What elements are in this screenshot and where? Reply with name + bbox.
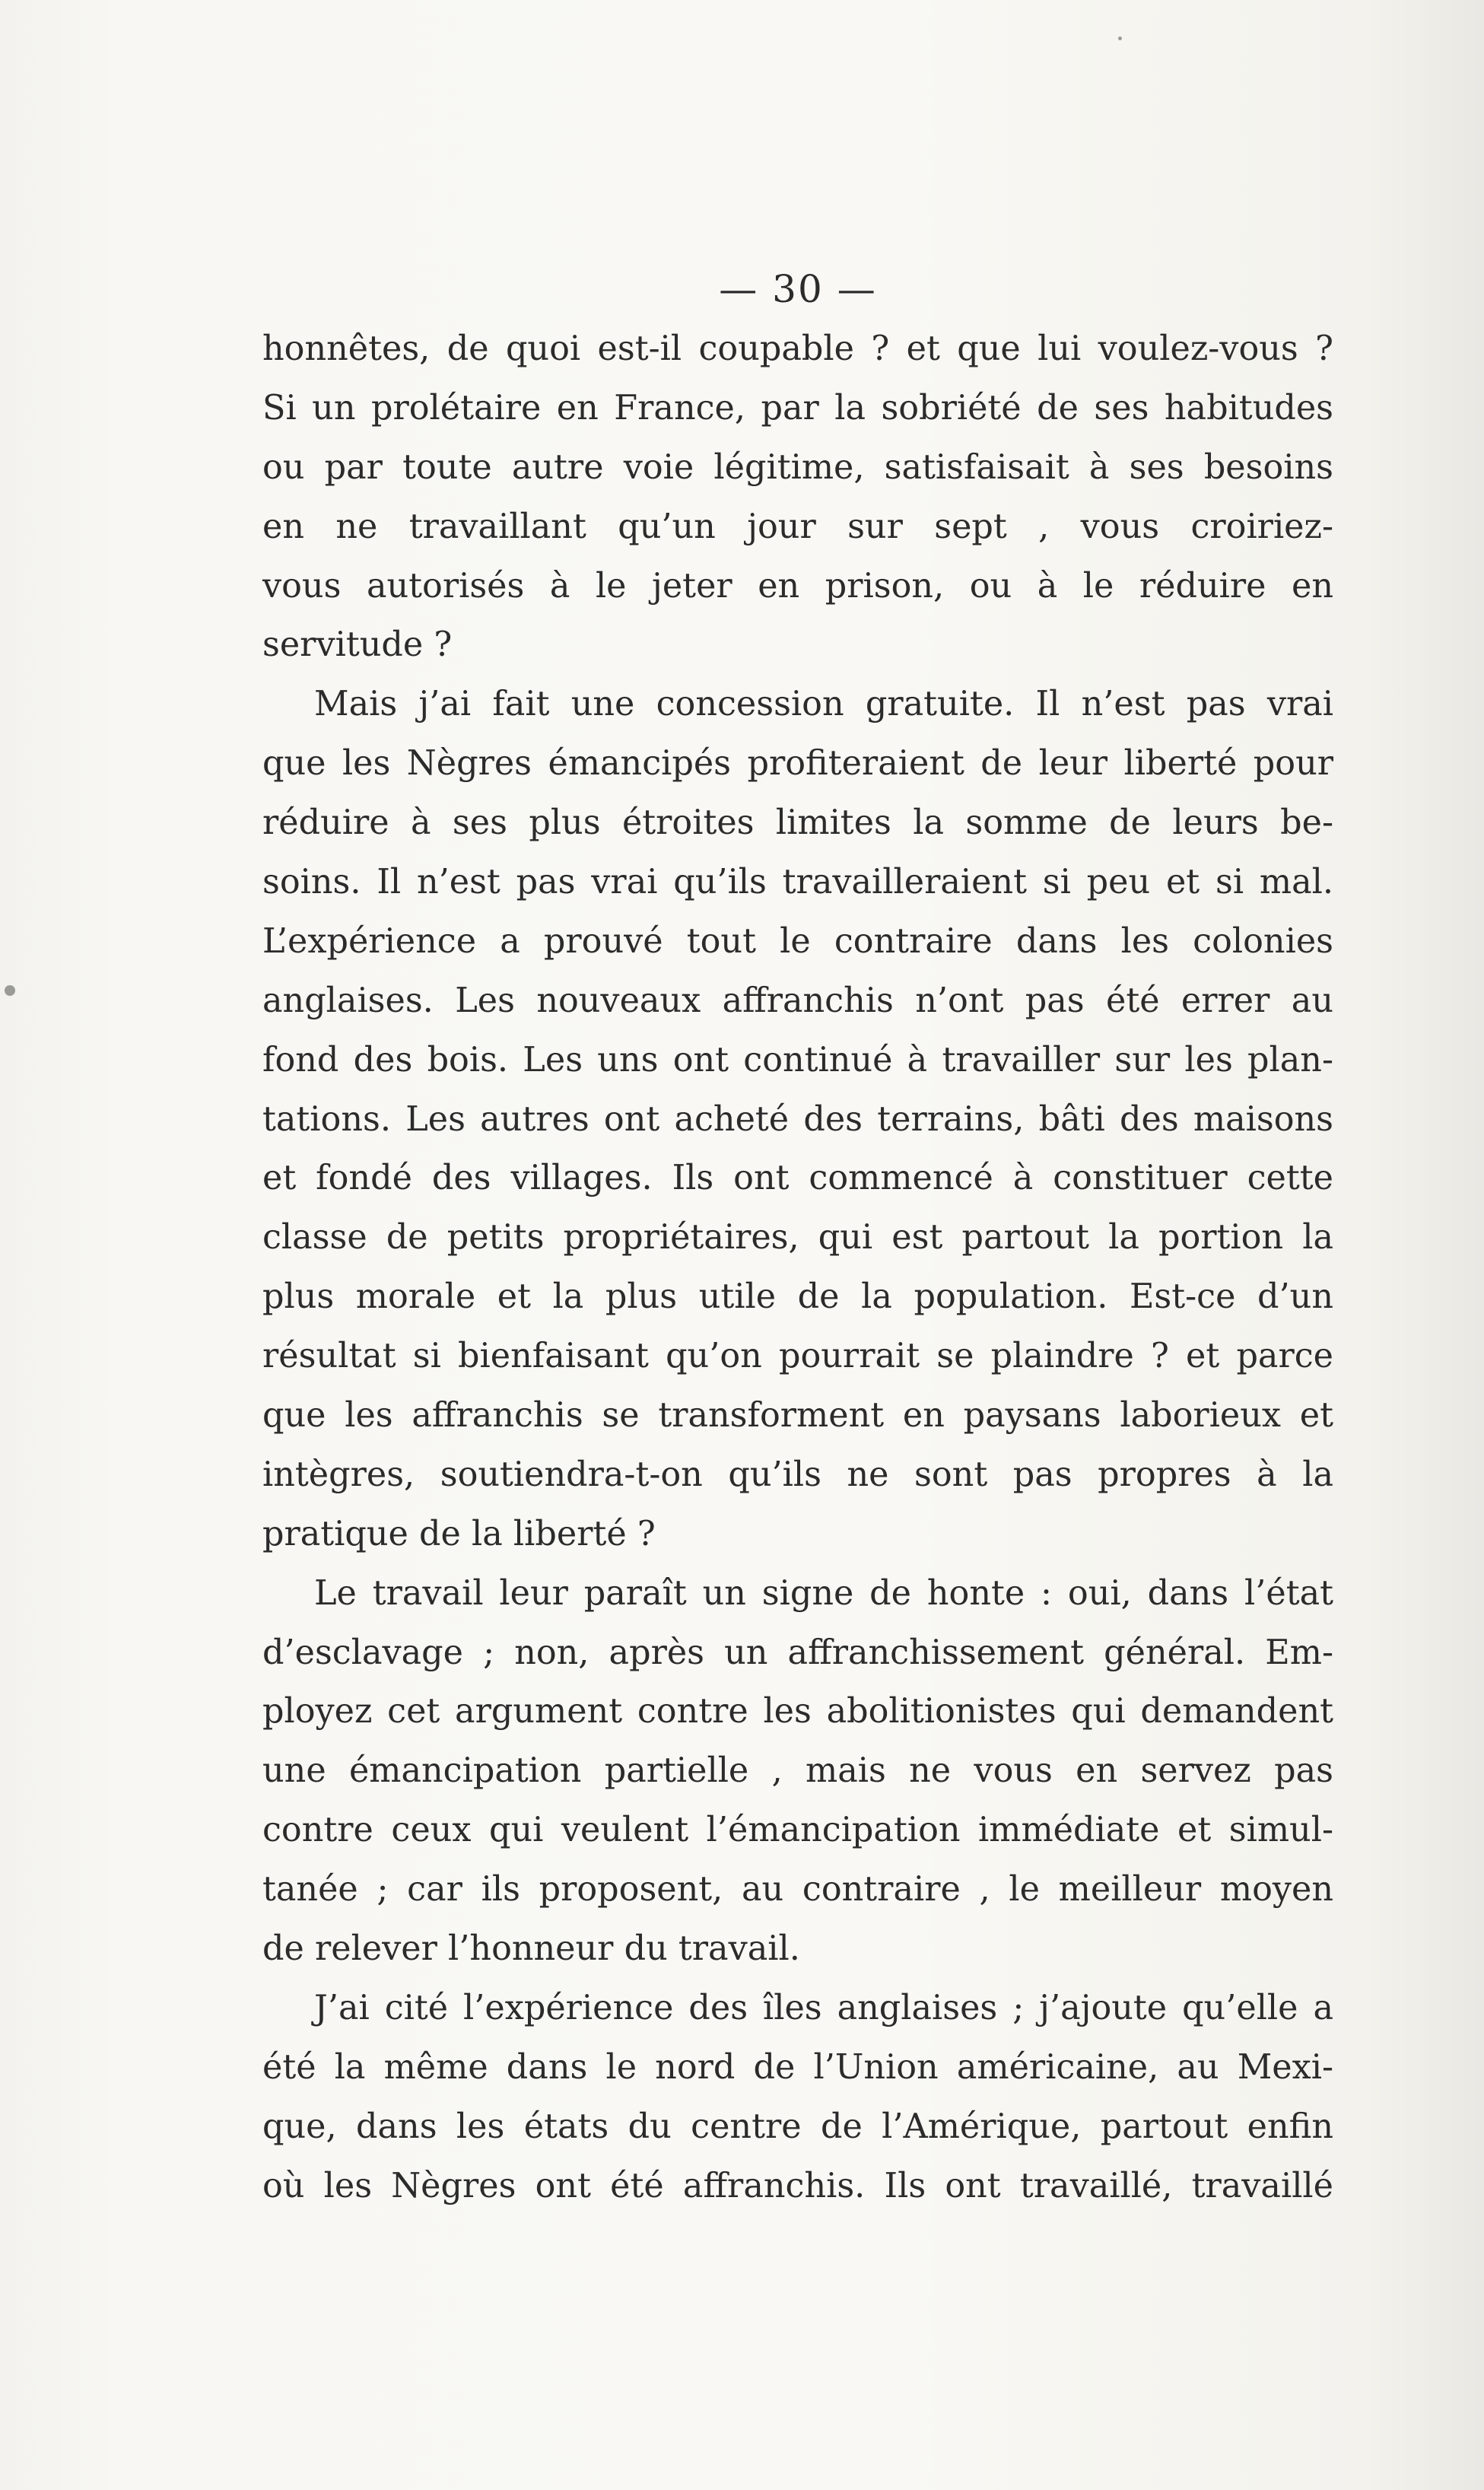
text-line: Si un prolétaire en France, par la sobriété de ses habitudes — [262, 388, 1333, 428]
text-line: Mais j’ai fait une concession gratuite. Il n’est pas vrai — [314, 685, 1333, 724]
text-line: que les Nègres émancipés profiteraient de leur liberté pour — [262, 744, 1333, 784]
text-line: intègres, soutiendra-t-on qu’ils ne sont pas propres à la — [262, 1455, 1333, 1494]
ink-speck — [5, 985, 15, 996]
text-line: et fondé des villages. Ils ont commencé à constituer cette — [262, 1159, 1333, 1198]
text-line: où les Nègres ont été affranchis. Ils ont travaillé, travaillé — [262, 2166, 1333, 2205]
text-line: contre ceux qui veulent l’émancipation immédiate et simul- — [262, 1811, 1333, 1850]
text-line: été la même dans le nord de l’Union américaine, au Mexi- — [262, 2047, 1333, 2087]
text-line: classe de petits propriétaires, qui est partout la portion la — [262, 1218, 1333, 1258]
text-line: soins. Il n’est pas vrai qu’ils travailleraient si peu et si mal. — [262, 863, 1333, 902]
text-line: en ne travaillant qu’un jour sur sept , vous croiriez- — [262, 507, 1333, 546]
text-line: d’esclavage ; non, après un affranchissement général. Em- — [262, 1633, 1333, 1672]
page-number: — 30 — — [719, 267, 877, 311]
text-line: ployez cet argument contre les abolitionistes qui demandent — [262, 1692, 1333, 1732]
text-line: L’expérience a prouvé tout le contraire dans les colonies — [262, 921, 1333, 961]
text-line: plus morale et la plus utile de la population. Est-ce d’un — [262, 1277, 1333, 1317]
text-line: résultat si bienfaisant qu’on pourrait se plaindre ? et parce — [262, 1337, 1333, 1376]
text-line: vous autorisés à le jeter en prison, ou à le réduire en — [262, 566, 1333, 606]
body-text — [262, 320, 1333, 2216]
text-line: réduire à ses plus étroites limites la somme de leurs be- — [262, 803, 1333, 843]
text-line: tanée ; car ils proposent, au contraire , le meilleur moyen — [262, 1870, 1333, 1910]
text-block — [262, 259, 1333, 2216]
text-line: fond des bois. Les uns ont continué à travailler sur les plan- — [262, 1040, 1333, 1080]
text-line: servitude ? — [262, 625, 453, 665]
text-line: que les affranchis se transforment en paysans laborieux et — [262, 1396, 1333, 1436]
text-line: anglaises. Les nouveaux affranchis n’ont pas été errer au — [262, 981, 1333, 1020]
text-line: pratique de la liberté ? — [262, 1514, 656, 1553]
text-line: J’ai cité l’expérience des îles anglaises ; j’ajoute qu’elle a — [314, 1988, 1333, 2027]
ink-speck — [1118, 37, 1122, 40]
text-line: Le travail leur paraît un signe de honte : oui, dans l’état — [314, 1573, 1333, 1613]
text-line: une émancipation partielle , mais ne vous en servez pas — [262, 1751, 1333, 1791]
text-line: honnêtes, de quoi est-il coupable ? et que lui voulez-vous ? — [262, 329, 1333, 368]
text-line: que, dans les états du centre de l’Amérique, partout enfin — [262, 2107, 1333, 2146]
text-line: de relever l’honneur du travail. — [262, 1929, 800, 1969]
text-line: ou par toute autre voie légitime, satisfaisait à ses besoins — [262, 447, 1333, 487]
text-line: tations. Les autres ont acheté des terrains, bâti des maisons — [262, 1099, 1333, 1139]
